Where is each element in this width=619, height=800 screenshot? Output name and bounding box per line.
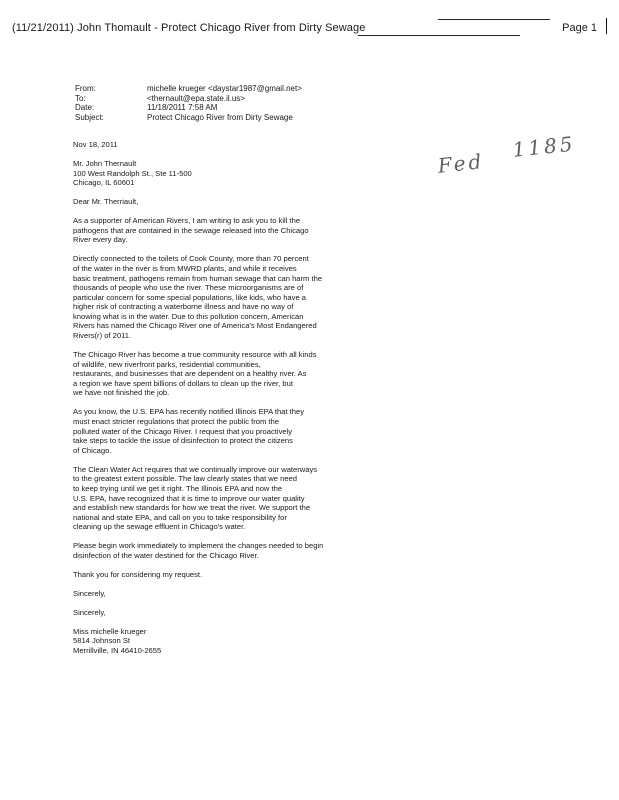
text-line: of wildlife, new riverfront parks, residential communities, <box>73 359 261 369</box>
page-bar <box>606 18 607 34</box>
text-line: we have not finished the job. <box>73 388 170 398</box>
signature-line: Merrillville, IN 46410-2655 <box>73 646 162 656</box>
text-line: River every day. <box>73 235 128 245</box>
text-line: cleaning up the sewage effluent in Chicago's water. <box>73 522 246 532</box>
text-line: particular concern for some special populations, like kids, who have a <box>73 292 306 302</box>
subject-label: Subject: <box>75 112 104 122</box>
text-line: As you know, the U.S. EPA has recently notified Illinois EPA that they <box>73 407 305 417</box>
address-line: Mr. John Thernault <box>73 158 137 168</box>
paragraph-1 <box>73 216 348 245</box>
text-line: basic treatment, pathogens remain from human sewage that can harm the <box>73 273 323 283</box>
page-number: Page 1 <box>562 22 597 34</box>
address-line: 100 West Randolph St., Ste 11-500 <box>73 168 192 178</box>
text-line: of the water in the river is from MWRD plants, and while it receives <box>73 263 297 273</box>
letter-date: Nov 18, 2011 <box>73 140 118 149</box>
paragraph-7: Thank you for considering my request. <box>73 569 203 579</box>
paragraph-6 <box>73 541 348 560</box>
paragraph-3 <box>73 350 348 398</box>
paragraph-4 <box>73 407 348 455</box>
text-line: restaurants, and businesses that are dependent on a healthy river. As <box>73 369 307 379</box>
subject-row <box>75 113 302 123</box>
header-title: (11/21/2011) John Thomault - Protect Chicago River from Dirty Sewage <box>12 22 366 34</box>
email-metadata <box>75 84 302 122</box>
text-line: knowing what is in the water. Due to this pollution concern, American <box>73 311 304 321</box>
text-line: Rivers has named the Chicago River one of America's Most Endangered <box>73 321 317 331</box>
from-row <box>75 84 302 94</box>
signature-line: Miss michelle krueger <box>73 626 147 636</box>
text-line: to keep trying until we get it right. The Illinois EPA and now the <box>73 483 283 493</box>
text-line: As a supporter of American Rivers, I am writing to ask you to kill the <box>73 216 301 226</box>
text-line: to the greatest extent possible. The law clearly states that we need <box>73 474 298 484</box>
to-row <box>75 94 302 104</box>
header-underline <box>358 35 520 36</box>
subject-value: Protect Chicago River from Dirty Sewage <box>147 112 293 122</box>
text-line: national and state EPA, and call on you to take responsibility for <box>73 512 287 522</box>
text-line: thousands of people who use the river. These microorganisms are of <box>73 283 304 293</box>
salutation: Dear Mr. Therriault, <box>73 197 139 207</box>
from-value: michelle krueger <daystar1987@gmail.net> <box>147 84 302 93</box>
paragraph-2 <box>73 254 348 340</box>
text-line: Rivers(r) of 2011. <box>73 331 132 341</box>
from-label: From: <box>75 84 96 93</box>
text-line: Directly connected to the toilets of Cook County, more than 70 percent <box>73 254 309 264</box>
text-line: polluted water of the Chicago River. I request that you proactively <box>73 426 293 436</box>
signature-block <box>73 627 348 656</box>
text-line: and establish new standards for how we treat the river. We support the <box>73 503 311 513</box>
text-line: higher risk of contracting a waterborne illness and have no way of <box>73 302 294 312</box>
address-line: Chicago, IL 60601 <box>73 178 135 188</box>
text-line: disinfection of the water destined for the Chicago River. <box>73 550 259 560</box>
text-line: of Chicago. <box>73 445 112 455</box>
closing-1: Sincerely, <box>73 588 106 598</box>
stamp-left: Fed <box>436 149 486 178</box>
paragraph-5 <box>73 465 348 532</box>
text-line: a region we have spent billions of dollars to clean up the river, but <box>73 378 293 388</box>
closing-2: Sincerely, <box>73 607 106 617</box>
to-value: <thernault@epa.state.il.us> <box>147 93 245 103</box>
header-top-rule <box>438 19 550 20</box>
text-line: take steps to tackle the issue of disinfection to protect the citizens <box>73 436 293 446</box>
text-line: must enact stricter regulations that protect the public from the <box>73 417 279 426</box>
letter-body <box>73 140 348 665</box>
to-label: To: <box>75 93 86 103</box>
text-line: pathogens that are contained in the sewage released into the Chicago <box>73 225 309 235</box>
date-value: 11/18/2011 7:58 AM <box>147 103 218 112</box>
stamp-right: 1185 <box>511 131 577 162</box>
recipient-address <box>73 159 348 188</box>
text-line: The Chicago River has become a true community resource with all kinds <box>73 350 317 360</box>
date-row <box>75 103 302 113</box>
text-line: U.S. EPA, have recognized that it is time to improve our water quality <box>73 493 305 503</box>
date-label: Date: <box>75 103 95 112</box>
text-line: The Clean Water Act requires that we continually improve our waterways <box>73 464 318 474</box>
signature-line: 5814 Johnson St <box>73 636 130 646</box>
text-line: Please begin work immediately to implement the changes needed to begin <box>73 541 324 551</box>
handwritten-stamp <box>436 132 590 192</box>
